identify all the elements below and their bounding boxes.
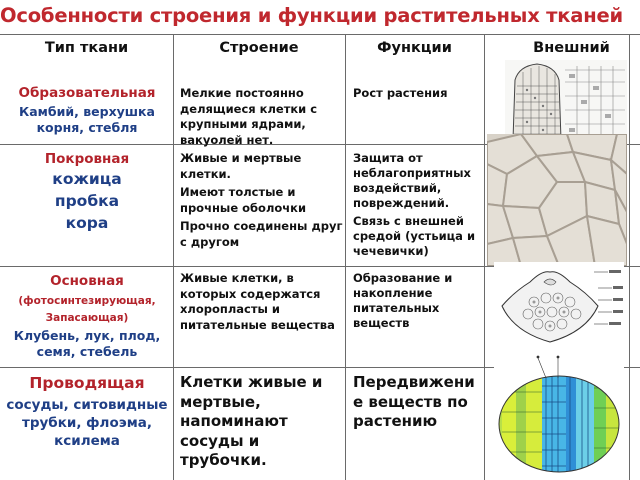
row1-structure — [180, 86, 344, 148]
row3-function-text: Образование и накопление питательных веществ — [353, 271, 453, 330]
col-divider-2 — [345, 34, 346, 480]
row3-type-sub-3: Клубень, лук, плод, семя, стебель — [13, 328, 161, 359]
row1-type-sub: Камбий, верхушка корня, стебля — [19, 104, 155, 135]
row3-type-sub-2: Запасающая) — [45, 312, 129, 324]
row2-function-text-1: Защита от неблагоприятных воздействий, повреждений. — [353, 151, 471, 210]
col-divider-4 — [629, 34, 630, 480]
row4-structure — [180, 373, 344, 471]
row3-functions — [353, 271, 483, 331]
row3-type — [2, 272, 172, 359]
vascular-tissue-illustration — [494, 352, 624, 478]
table-top-border — [0, 34, 640, 35]
header-functions: Функции — [377, 40, 452, 56]
col-divider-3 — [484, 34, 485, 480]
row2-structure-text-3: Прочно соединены друг с другом — [180, 219, 343, 249]
row1-structure-text: Мелкие постоянно делящиеся клетки с крупными ядрами, вакуолей нет. — [180, 86, 318, 147]
row2-structure — [180, 151, 344, 250]
row2-type-item-2: пробка — [54, 192, 120, 210]
row2-function-text-2: Связь с внешней средой (устьица и чечевички) — [353, 214, 476, 258]
row2-structure-text-2: Имеют толстые и прочные оболочки — [180, 185, 307, 215]
row3-type-name: Основная — [50, 273, 124, 289]
row4-type-sub: сосуды, ситовидные трубки, флоэма, ксилема — [6, 397, 168, 449]
row3-structure-text: Живые клетки, в которых содержатся хлоропласты и питательные вещества — [180, 271, 335, 332]
row4-type-name: Проводящая — [29, 374, 145, 392]
meristem-illustration — [505, 60, 627, 144]
row2-functions — [353, 151, 483, 259]
row1-functions — [353, 86, 483, 101]
row3-type-sub-1: (фотосинтезирующая, — [18, 295, 156, 307]
epidermis-photo — [487, 134, 627, 266]
row2-type-name: Покровная — [44, 151, 130, 167]
header-structure: Строение — [219, 40, 299, 56]
col-divider-1 — [173, 34, 174, 480]
row1-function-text: Рост растения — [353, 86, 448, 100]
row2-structure-text-1: Живые и мертвые клетки. — [180, 151, 302, 181]
row2-type-item-3: кора — [65, 214, 109, 232]
ground-tissue-illustration — [494, 262, 624, 346]
row4-structure-text: Клетки живые и мертвые, напоминают сосуды и трубочки. — [180, 373, 323, 469]
row4-function-text: Передвижение веществ по растению — [353, 373, 475, 430]
row4-type — [2, 373, 172, 450]
row2-type-item-1: кожица — [52, 170, 122, 188]
row4-functions — [353, 373, 483, 432]
row2-type — [2, 150, 172, 234]
row1-type-name: Образовательная — [18, 85, 156, 101]
row3-structure — [180, 271, 344, 333]
page-title: Особенности строения и функции растительных тканей — [0, 4, 624, 27]
row1-type — [2, 84, 172, 135]
header-type: Тип ткани — [44, 40, 129, 56]
header-appearance: Внешний — [533, 40, 610, 56]
